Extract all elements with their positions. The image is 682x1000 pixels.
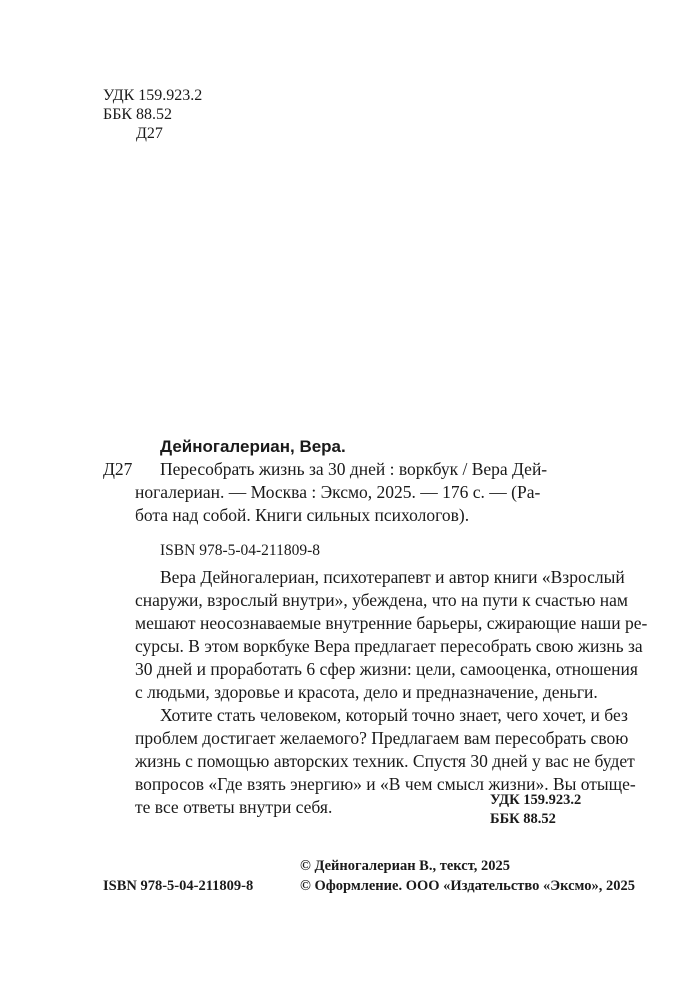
entry-code: Д27 <box>103 459 133 479</box>
annotation-line-10: вопросов «Где взять энергию» и «В чем смысл жизни». Вы отыще- <box>135 774 636 794</box>
annotation-line-5: 30 дней и проработать 6 сфер жизни: цели, самооценка, отношения <box>135 659 638 679</box>
annotation-line-7: Хотите стать человеком, который точно знает, чего хочет, и без <box>160 705 628 725</box>
footer-isbn: ISBN 978-5-04-211809-8 <box>103 878 254 894</box>
annotation-line-4: сурсы. В этом воркбуке Вера предлагает пересобрать свою жизнь за <box>135 636 643 656</box>
entry-author: Дейногалериан, Вера. <box>160 437 346 456</box>
author-code-header: Д27 <box>136 125 163 142</box>
annotation-line-9: жизнь с помощью авторских техник. Спустя 30 дней у вас не будет <box>135 751 635 771</box>
annotation-line-8: проблем достигает желаемого? Предлагаем вам пересобрать свою <box>135 728 629 748</box>
annotation-line-3: мешают неосознаваемые внутренние барьеры, сжирающие наши ре- <box>135 613 648 633</box>
annotation-line-6: с людьми, здоровье и красота, дело и предназначение, деньги. <box>135 682 598 702</box>
copyright-design: © Оформление. ООО «Издательство «Эксмо», 2025 <box>300 878 635 894</box>
udk-right: УДК 159.923.2 <box>490 792 582 808</box>
entry-line-3: бота над собой. Книги сильных психологов). <box>135 505 470 525</box>
entry-line-2: ногалериан. — Москва : Эксмо, 2025. — 176 с. — (Ра- <box>135 482 541 502</box>
copyright-text: © Дейногалериан В., текст, 2025 <box>300 858 511 874</box>
bbk-right: ББК 88.52 <box>490 811 556 827</box>
annotation-line-11: те все ответы внутри себя. <box>135 797 333 817</box>
entry-line-1: Пересобрать жизнь за 30 дней : воркбук / Вера Дей- <box>160 459 548 479</box>
annotation-line-1: Вера Дейногалериан, психотерапевт и автор книги «Взрослый <box>160 567 625 587</box>
bbk-header: ББК 88.52 <box>103 106 173 123</box>
annotation-line-2: снаружи, взрослый внутри», убеждена, что на пути к счастью нам <box>135 590 628 610</box>
entry-isbn: ISBN 978-5-04-211809-8 <box>160 542 321 559</box>
udk-header: УДК 159.923.2 <box>103 87 203 104</box>
